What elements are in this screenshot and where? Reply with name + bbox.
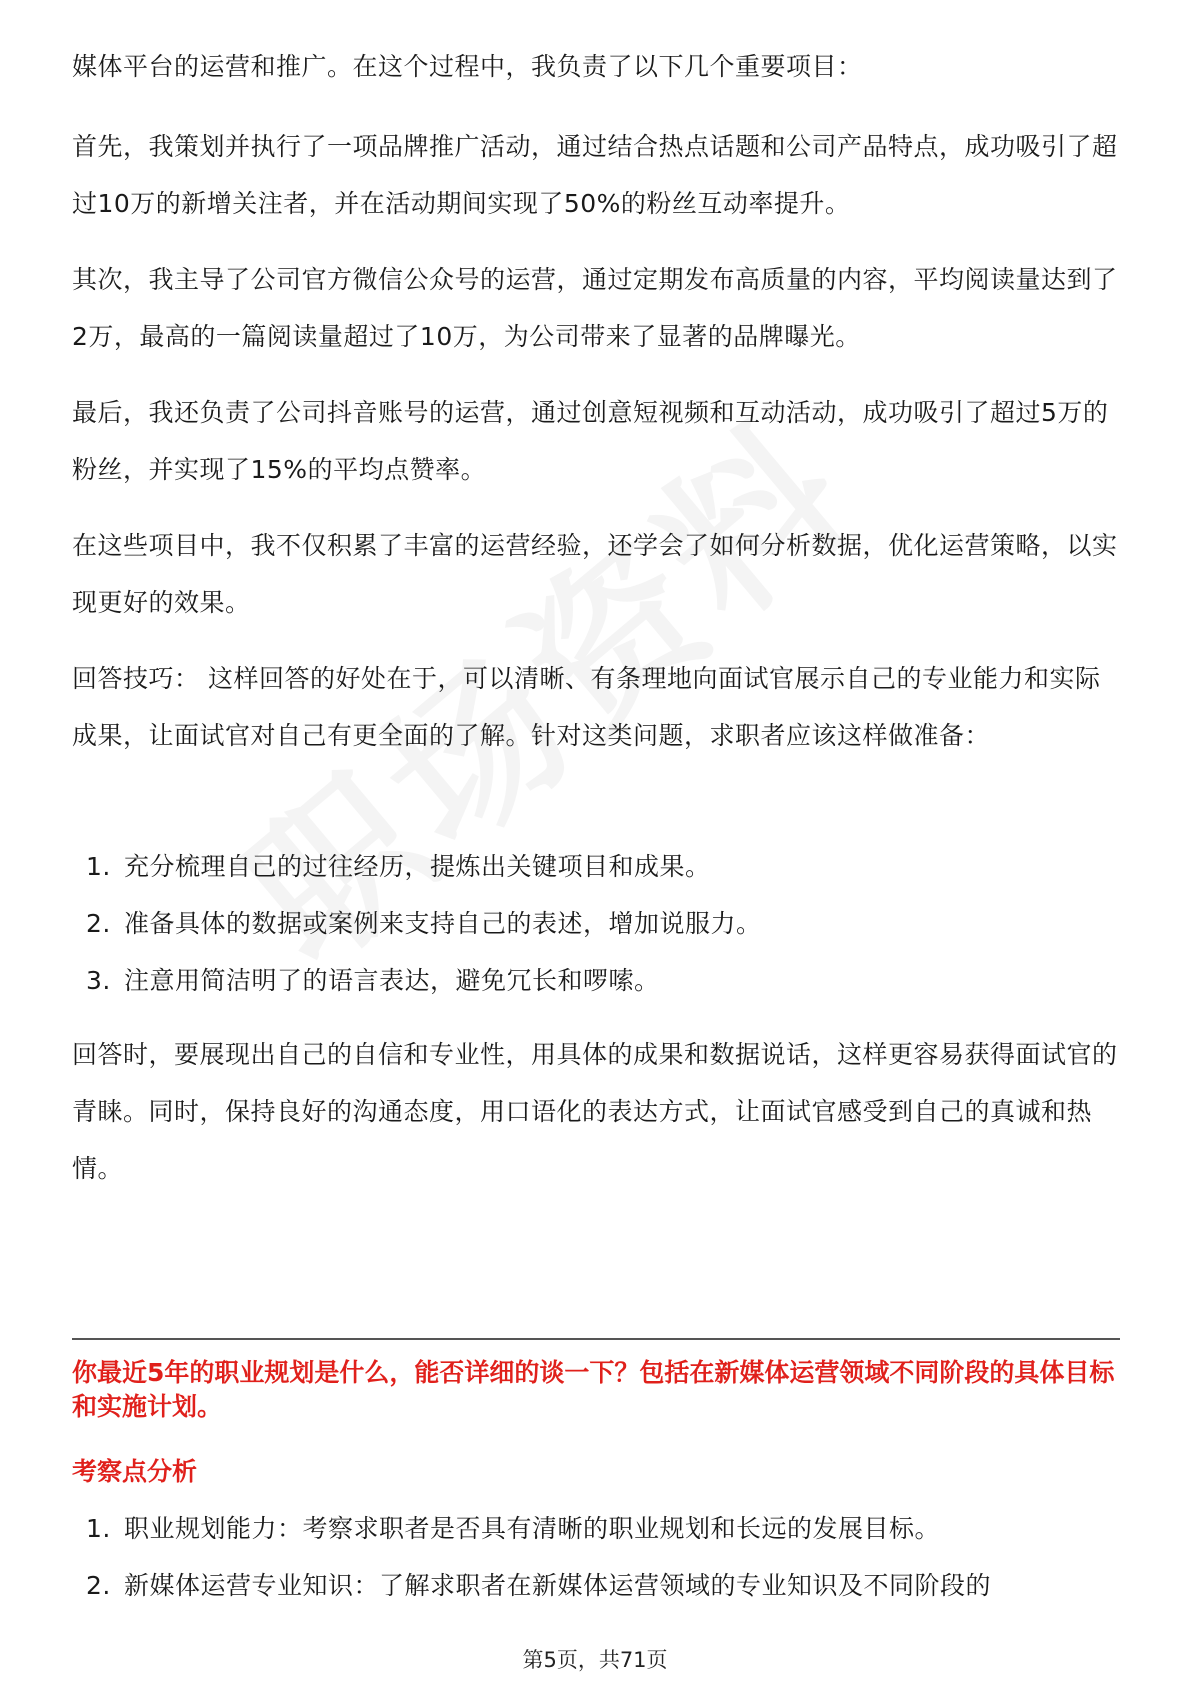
list-item: 3. 注意用简洁明了的语言表达，避免冗长和啰嗦。 <box>86 966 660 995</box>
list-item: 2. 准备具体的数据或案例来支持自己的表述，增加说服力。 <box>86 909 762 938</box>
list-item: 1. 职业规划能力：考察求职者是否具有清晰的职业规划和长远的发展目标。 <box>86 1514 941 1543</box>
list-item: 1. 充分梳理自己的过往经历，提炼出关键项目和成果。 <box>86 852 711 881</box>
paragraph: 首先，我策划并执行了一项品牌推广活动，通过结合热点话题和公司产品特点，成功吸引了超过10万的新增关注者，并在活动期间实现了50%的粉丝互动率提升。 <box>72 132 1118 218</box>
analysis-heading: 考察点分析 <box>72 1457 198 1486</box>
paragraph: 媒体平台的运营和推广。在这个过程中，我负责了以下几个重要项目： <box>72 52 863 81</box>
list-item: 2. 新媒体运营专业知识：了解求职者在新媒体运营领域的专业知识及不同阶段的 <box>86 1571 992 1600</box>
analysis-list <box>72 1500 1120 1614</box>
paragraph: 在这些项目中，我不仅积累了丰富的运营经验，还学会了如何分析数据，优化运营策略，以实现更好的效果。 <box>72 531 1118 617</box>
closing-paragraph: 回答时，要展现出自己的自信和专业性，用具体的成果和数据说话，这样更容易获得面试官的青睐。同时，保持良好的沟通态度，用口语化的表达方式，让面试官感受到自己的真诚和热情。 <box>72 1040 1118 1183</box>
tips-intro: 回答技巧： 这样回答的好处在于，可以清晰、有条理地向面试官展示自己的专业能力和实际成果，让面试官对自己有更全面的了解。针对这类问题，求职者应该这样做准备： <box>72 664 1101 750</box>
interview-question: 你最近5年的职业规划是什么，能否详细的谈一下？包括在新媒体运营领域不同阶段的具体目标和实施计划。 <box>72 1358 1115 1421</box>
tips-list <box>72 838 1120 1009</box>
paragraph: 最后，我还负责了公司抖音账号的运营，通过创意短视频和互动活动，成功吸引了超过5万的粉丝，并实现了15%的平均点赞率。 <box>72 398 1109 484</box>
paragraph: 其次，我主导了公司官方微信公众号的运营，通过定期发布高质量的内容，平均阅读量达到了2万，最高的一篇阅读量超过了10万，为公司带来了显著的品牌曝光。 <box>72 265 1118 351</box>
page-number: 第5页，共71页 <box>522 1648 668 1672</box>
section-divider <box>72 1338 1120 1340</box>
